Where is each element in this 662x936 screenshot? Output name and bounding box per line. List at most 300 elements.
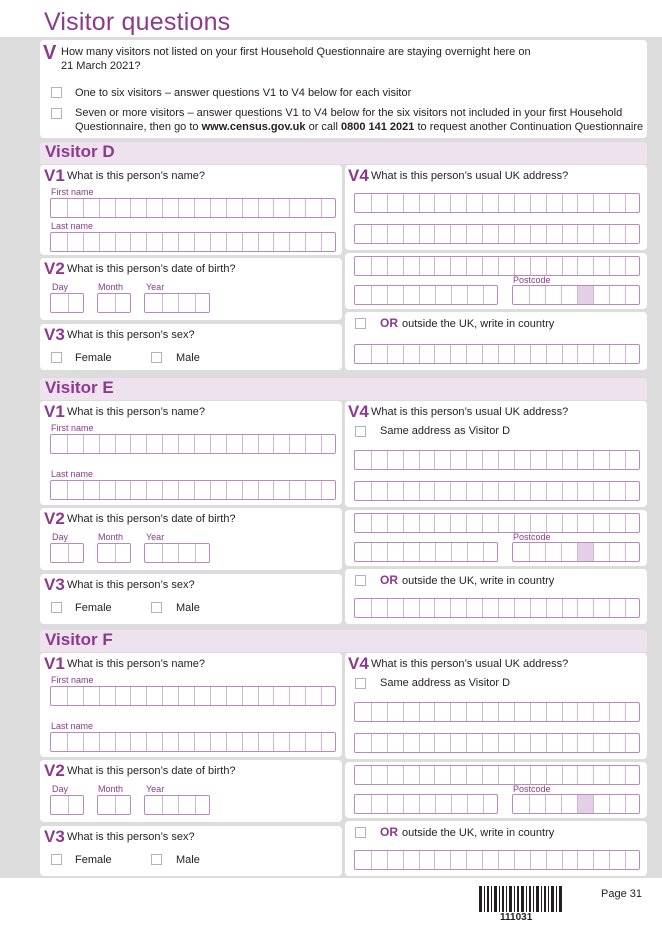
- character-cell-divider: [305, 435, 306, 453]
- v1-name-card: [40, 401, 342, 505]
- character-cell-divider: [273, 733, 274, 751]
- character-cell-divider: [403, 286, 404, 304]
- v3-number: V3: [44, 575, 65, 594]
- character-cell-divider: [482, 851, 483, 869]
- character-cell-divider: [577, 194, 578, 212]
- character-cell-divider: [387, 451, 388, 469]
- year-input[interactable]: [144, 293, 210, 313]
- character-cell-divider: [546, 599, 547, 617]
- intro-question-line1: How many visitors not listed on your first Household Questionnaire are staying overnight here on: [61, 46, 531, 58]
- day-input[interactable]: [50, 795, 84, 815]
- character-cell-divider: [482, 482, 483, 500]
- female-label: Female: [75, 602, 112, 614]
- character-cell-divider: [195, 796, 196, 814]
- option-seven-or-more-checkbox[interactable]: [51, 108, 62, 119]
- character-cell-divider: [115, 481, 116, 499]
- character-cell-divider: [146, 435, 147, 453]
- character-cell-divider: [162, 481, 163, 499]
- character-cell-divider: [130, 687, 131, 705]
- v1-number: V1: [44, 402, 65, 421]
- character-cell-divider: [482, 345, 483, 363]
- male-checkbox[interactable]: [151, 352, 162, 363]
- character-cell-divider: [403, 851, 404, 869]
- character-cell-divider: [99, 733, 100, 751]
- month-label: Month: [98, 784, 124, 794]
- character-cell-divider: [434, 766, 435, 784]
- character-cell-divider: [498, 257, 499, 275]
- character-cell-divider: [162, 733, 163, 751]
- character-cell-divider: [162, 199, 163, 217]
- day-label: Day: [52, 784, 69, 794]
- postcode-input[interactable]: [512, 794, 640, 814]
- character-cell-divider: [466, 734, 467, 752]
- character-cell-divider: [593, 795, 594, 813]
- character-cell-divider: [498, 514, 499, 532]
- character-cell-divider: [625, 451, 626, 469]
- character-cell-divider: [546, 194, 547, 212]
- barcode: [479, 886, 562, 912]
- v2-number: V2: [44, 259, 65, 278]
- character-cell-divider: [625, 703, 626, 721]
- character-cell-divider: [450, 482, 451, 500]
- character-cell-divider: [562, 225, 563, 243]
- character-cell-divider: [387, 482, 388, 500]
- v4-outside-uk-card: [345, 312, 647, 370]
- male-checkbox[interactable]: [151, 602, 162, 613]
- last-name-input[interactable]: [50, 232, 336, 252]
- visitor-section-header: [40, 630, 647, 652]
- character-cell-divider: [562, 257, 563, 275]
- character-cell-divider: [466, 599, 467, 617]
- last-name-input[interactable]: [50, 480, 336, 500]
- v1-name-card: [40, 653, 342, 757]
- v1-question: What is this person’s name?: [67, 406, 205, 418]
- option-seven-or-more-line2: [75, 121, 643, 133]
- v1-number: V1: [44, 166, 65, 185]
- female-checkbox[interactable]: [51, 602, 62, 613]
- character-cell-divider: [99, 481, 100, 499]
- character-cell-divider: [451, 795, 452, 813]
- day-input[interactable]: [50, 293, 84, 313]
- character-cell-divider: [514, 482, 515, 500]
- address-line-3-input[interactable]: [354, 256, 640, 276]
- character-cell-divider: [115, 733, 116, 751]
- option-one-to-six-label: One to six visitors – answer questions V1 to V4 below for each visitor: [75, 87, 412, 99]
- character-cell-divider: [562, 451, 563, 469]
- town-input[interactable]: [354, 285, 498, 305]
- character-cell-divider: [403, 795, 404, 813]
- character-cell-divider: [178, 233, 179, 251]
- character-cell-divider: [195, 294, 196, 312]
- character-cell-divider: [609, 543, 610, 561]
- last-name-label: Last name: [51, 221, 94, 231]
- v4-question: What is this person’s usual UK address?: [371, 170, 569, 182]
- character-cell-divider: [483, 795, 484, 813]
- v3-sex-card: [40, 324, 342, 370]
- character-cell-divider: [529, 286, 530, 304]
- character-cell-divider: [450, 703, 451, 721]
- v4-postcode-card: [345, 253, 647, 309]
- character-cell-divider: [226, 481, 227, 499]
- character-cell-divider: [434, 703, 435, 721]
- character-cell-divider: [625, 599, 626, 617]
- character-cell-divider: [562, 514, 563, 532]
- character-cell-divider: [435, 543, 436, 561]
- character-cell-divider: [593, 734, 594, 752]
- v3-question: What is this person’s sex?: [67, 831, 195, 843]
- v1-number: V1: [44, 654, 65, 673]
- option-seven-or-more-pre: Questionnaire, then go to: [75, 121, 202, 133]
- character-cell-divider: [625, 514, 626, 532]
- character-cell-divider: [514, 851, 515, 869]
- character-cell-divider: [625, 345, 626, 363]
- character-cell-divider: [498, 225, 499, 243]
- character-cell-divider: [371, 795, 372, 813]
- character-cell-divider: [178, 796, 179, 814]
- character-cell-divider: [466, 345, 467, 363]
- outside-uk-label: [380, 825, 554, 839]
- month-input[interactable]: [97, 293, 131, 313]
- outside-uk-checkbox[interactable]: [355, 575, 366, 586]
- postcode-input[interactable]: [512, 285, 640, 305]
- character-cell-divider: [242, 233, 243, 251]
- character-cell-divider: [514, 345, 515, 363]
- character-cell-divider: [609, 851, 610, 869]
- address-line-3-input[interactable]: [354, 765, 640, 785]
- town-input[interactable]: [354, 794, 498, 814]
- address-line-1-input[interactable]: [354, 450, 640, 470]
- character-cell-divider: [593, 257, 594, 275]
- character-cell-divider: [482, 194, 483, 212]
- character-cell-divider: [546, 851, 547, 869]
- address-line-1-input[interactable]: [354, 193, 640, 213]
- v3-question: What is this person’s sex?: [67, 329, 195, 341]
- character-cell-divider: [562, 345, 563, 363]
- v4-number: V4: [348, 402, 369, 421]
- character-cell-divider: [467, 795, 468, 813]
- character-cell-divider: [498, 703, 499, 721]
- first-name-input[interactable]: [50, 686, 336, 706]
- character-cell-divider: [561, 286, 562, 304]
- character-cell-divider: [210, 733, 211, 751]
- option-seven-or-more-line1: Seven or more visitors – answer questions V1 to V4 below for the six visitors not included in your first Household: [75, 107, 623, 119]
- character-cell-divider: [289, 435, 290, 453]
- character-cell-divider: [178, 687, 179, 705]
- character-cell-divider: [210, 687, 211, 705]
- character-cell-divider: [562, 766, 563, 784]
- country-input[interactable]: [354, 344, 640, 364]
- character-cell-divider: [546, 703, 547, 721]
- character-cell-divider: [115, 294, 116, 312]
- character-cell-divider: [593, 482, 594, 500]
- character-cell-divider: [83, 199, 84, 217]
- character-cell-divider: [67, 233, 68, 251]
- character-cell-divider: [387, 345, 388, 363]
- character-cell-divider: [530, 194, 531, 212]
- character-cell-divider: [450, 451, 451, 469]
- character-cell-divider: [545, 543, 546, 561]
- character-cell-divider: [593, 286, 594, 304]
- female-label: Female: [75, 854, 112, 866]
- v3-question: What is this person’s sex?: [67, 579, 195, 591]
- character-cell-divider: [321, 199, 322, 217]
- character-cell-divider: [146, 481, 147, 499]
- option-one-to-six-checkbox[interactable]: [51, 87, 62, 98]
- character-cell-divider: [483, 286, 484, 304]
- postcode-label: Postcode: [513, 275, 551, 285]
- v2-dob-card: [40, 508, 342, 570]
- character-cell-divider: [530, 851, 531, 869]
- character-cell-divider: [625, 194, 626, 212]
- character-cell-divider: [258, 199, 259, 217]
- character-cell-divider: [305, 233, 306, 251]
- character-cell-divider: [530, 599, 531, 617]
- visitor-section-header: [40, 378, 647, 400]
- character-cell-divider: [115, 687, 116, 705]
- character-cell-divider: [403, 345, 404, 363]
- month-label: Month: [98, 282, 124, 292]
- address-line-2-input[interactable]: [354, 224, 640, 244]
- character-cell-divider: [178, 733, 179, 751]
- character-cell-divider: [562, 599, 563, 617]
- character-cell-divider: [498, 194, 499, 212]
- same-address-checkbox[interactable]: [355, 426, 366, 437]
- character-cell-divider: [482, 225, 483, 243]
- postcode-separator-cell: [577, 286, 593, 304]
- character-cell-divider: [67, 199, 68, 217]
- character-cell-divider: [530, 703, 531, 721]
- character-cell-divider: [482, 257, 483, 275]
- address-line-2-input[interactable]: [354, 481, 640, 501]
- character-cell-divider: [99, 233, 100, 251]
- character-cell-divider: [273, 687, 274, 705]
- character-cell-divider: [403, 599, 404, 617]
- outside-uk-text: outside the UK, write in country: [402, 827, 555, 839]
- country-input[interactable]: [354, 850, 640, 870]
- v4-number: V4: [348, 166, 369, 185]
- character-cell-divider: [289, 199, 290, 217]
- character-cell-divider: [146, 233, 147, 251]
- character-cell-divider: [466, 257, 467, 275]
- character-cell-divider: [115, 796, 116, 814]
- character-cell-divider: [321, 435, 322, 453]
- barcode-graphic: [479, 886, 562, 912]
- character-cell-divider: [194, 233, 195, 251]
- character-cell-divider: [130, 435, 131, 453]
- character-cell-divider: [178, 294, 179, 312]
- character-cell-divider: [387, 286, 388, 304]
- month-input[interactable]: [97, 795, 131, 815]
- character-cell-divider: [419, 851, 420, 869]
- character-cell-divider: [498, 451, 499, 469]
- character-cell-divider: [403, 482, 404, 500]
- address-line-3-input[interactable]: [354, 513, 640, 533]
- month-label: Month: [98, 532, 124, 542]
- female-checkbox[interactable]: [51, 854, 62, 865]
- character-cell-divider: [466, 514, 467, 532]
- character-cell-divider: [210, 481, 211, 499]
- character-cell-divider: [419, 286, 420, 304]
- character-cell-divider: [529, 795, 530, 813]
- character-cell-divider: [162, 796, 163, 814]
- character-cell-divider: [514, 599, 515, 617]
- character-cell-divider: [387, 703, 388, 721]
- character-cell-divider: [67, 435, 68, 453]
- address-line-1-input[interactable]: [354, 702, 640, 722]
- character-cell-divider: [371, 286, 372, 304]
- v3-number: V3: [44, 325, 65, 344]
- character-cell-divider: [593, 451, 594, 469]
- character-cell-divider: [178, 544, 179, 562]
- year-label: Year: [146, 282, 165, 292]
- character-cell-divider: [562, 851, 563, 869]
- character-cell-divider: [419, 766, 420, 784]
- character-cell-divider: [419, 734, 420, 752]
- character-cell-divider: [593, 599, 594, 617]
- character-cell-divider: [321, 233, 322, 251]
- character-cell-divider: [371, 543, 372, 561]
- character-cell-divider: [609, 703, 610, 721]
- male-checkbox[interactable]: [151, 854, 162, 865]
- character-cell-divider: [387, 766, 388, 784]
- character-cell-divider: [305, 733, 306, 751]
- character-cell-divider: [466, 703, 467, 721]
- character-cell-divider: [305, 481, 306, 499]
- character-cell-divider: [514, 734, 515, 752]
- character-cell-divider: [419, 514, 420, 532]
- character-cell-divider: [387, 795, 388, 813]
- character-cell-divider: [530, 734, 531, 752]
- male-label: Male: [176, 854, 200, 866]
- character-cell-divider: [545, 795, 546, 813]
- character-cell-divider: [226, 435, 227, 453]
- character-cell-divider: [371, 482, 372, 500]
- character-cell-divider: [68, 544, 69, 562]
- first-name-input[interactable]: [50, 434, 336, 454]
- character-cell-divider: [514, 194, 515, 212]
- character-cell-divider: [162, 294, 163, 312]
- character-cell-divider: [434, 599, 435, 617]
- female-checkbox[interactable]: [51, 352, 62, 363]
- character-cell-divider: [130, 733, 131, 751]
- character-cell-divider: [546, 451, 547, 469]
- year-input[interactable]: [144, 543, 210, 563]
- male-label: Male: [176, 602, 200, 614]
- character-cell-divider: [609, 795, 610, 813]
- first-name-label: First name: [51, 675, 94, 685]
- character-cell-divider: [273, 481, 274, 499]
- character-cell-divider: [146, 687, 147, 705]
- character-cell-divider: [210, 199, 211, 217]
- character-cell-divider: [162, 687, 163, 705]
- character-cell-divider: [419, 703, 420, 721]
- character-cell-divider: [498, 599, 499, 617]
- page-number: Page 31: [601, 888, 642, 900]
- character-cell-divider: [546, 225, 547, 243]
- year-input[interactable]: [144, 795, 210, 815]
- or-label: OR: [380, 825, 398, 839]
- character-cell-divider: [514, 451, 515, 469]
- character-cell-divider: [226, 199, 227, 217]
- last-name-input[interactable]: [50, 732, 336, 752]
- character-cell-divider: [130, 199, 131, 217]
- character-cell-divider: [273, 199, 274, 217]
- character-cell-divider: [593, 851, 594, 869]
- character-cell-divider: [625, 257, 626, 275]
- character-cell-divider: [451, 286, 452, 304]
- character-cell-divider: [194, 481, 195, 499]
- month-input[interactable]: [97, 543, 131, 563]
- character-cell-divider: [162, 233, 163, 251]
- character-cell-divider: [577, 543, 578, 561]
- first-name-input[interactable]: [50, 198, 336, 218]
- character-cell-divider: [514, 257, 515, 275]
- v4-question: What is this person’s usual UK address?: [371, 658, 569, 670]
- character-cell-divider: [435, 286, 436, 304]
- character-cell-divider: [483, 543, 484, 561]
- character-cell-divider: [514, 766, 515, 784]
- v4-outside-uk-card: [345, 569, 647, 624]
- or-label: OR: [380, 573, 398, 587]
- address-line-2-input[interactable]: [354, 733, 640, 753]
- barcode-number: 111031: [500, 912, 533, 923]
- character-cell-divider: [115, 233, 116, 251]
- character-cell-divider: [514, 514, 515, 532]
- character-cell-divider: [434, 514, 435, 532]
- character-cell-divider: [434, 257, 435, 275]
- character-cell-divider: [419, 345, 420, 363]
- outside-uk-checkbox[interactable]: [355, 827, 366, 838]
- character-cell-divider: [434, 482, 435, 500]
- census-website-link[interactable]: www.census.gov.uk: [201, 121, 306, 133]
- character-cell-divider: [210, 435, 211, 453]
- outside-uk-checkbox[interactable]: [355, 318, 366, 329]
- character-cell-divider: [466, 482, 467, 500]
- character-cell-divider: [577, 345, 578, 363]
- character-cell-divider: [545, 286, 546, 304]
- character-cell-divider: [577, 514, 578, 532]
- intro-card: [40, 40, 647, 138]
- outside-uk-label: [380, 573, 554, 587]
- last-name-label: Last name: [51, 469, 94, 479]
- character-cell-divider: [514, 703, 515, 721]
- character-cell-divider: [609, 734, 610, 752]
- character-cell-divider: [403, 514, 404, 532]
- character-cell-divider: [450, 766, 451, 784]
- character-cell-divider: [625, 766, 626, 784]
- town-input[interactable]: [354, 542, 498, 562]
- postcode-input[interactable]: [512, 542, 640, 562]
- same-address-checkbox[interactable]: [355, 678, 366, 689]
- character-cell-divider: [609, 514, 610, 532]
- character-cell-divider: [387, 225, 388, 243]
- character-cell-divider: [305, 199, 306, 217]
- character-cell-divider: [83, 733, 84, 751]
- character-cell-divider: [419, 257, 420, 275]
- character-cell-divider: [403, 766, 404, 784]
- character-cell-divider: [450, 345, 451, 363]
- day-input[interactable]: [50, 543, 84, 563]
- character-cell-divider: [83, 233, 84, 251]
- character-cell-divider: [546, 766, 547, 784]
- country-input[interactable]: [354, 598, 640, 618]
- character-cell-divider: [466, 194, 467, 212]
- character-cell-divider: [546, 257, 547, 275]
- page-title: Visitor questions: [44, 8, 231, 36]
- character-cell-divider: [146, 733, 147, 751]
- character-cell-divider: [115, 199, 116, 217]
- v2-dob-card: [40, 760, 342, 822]
